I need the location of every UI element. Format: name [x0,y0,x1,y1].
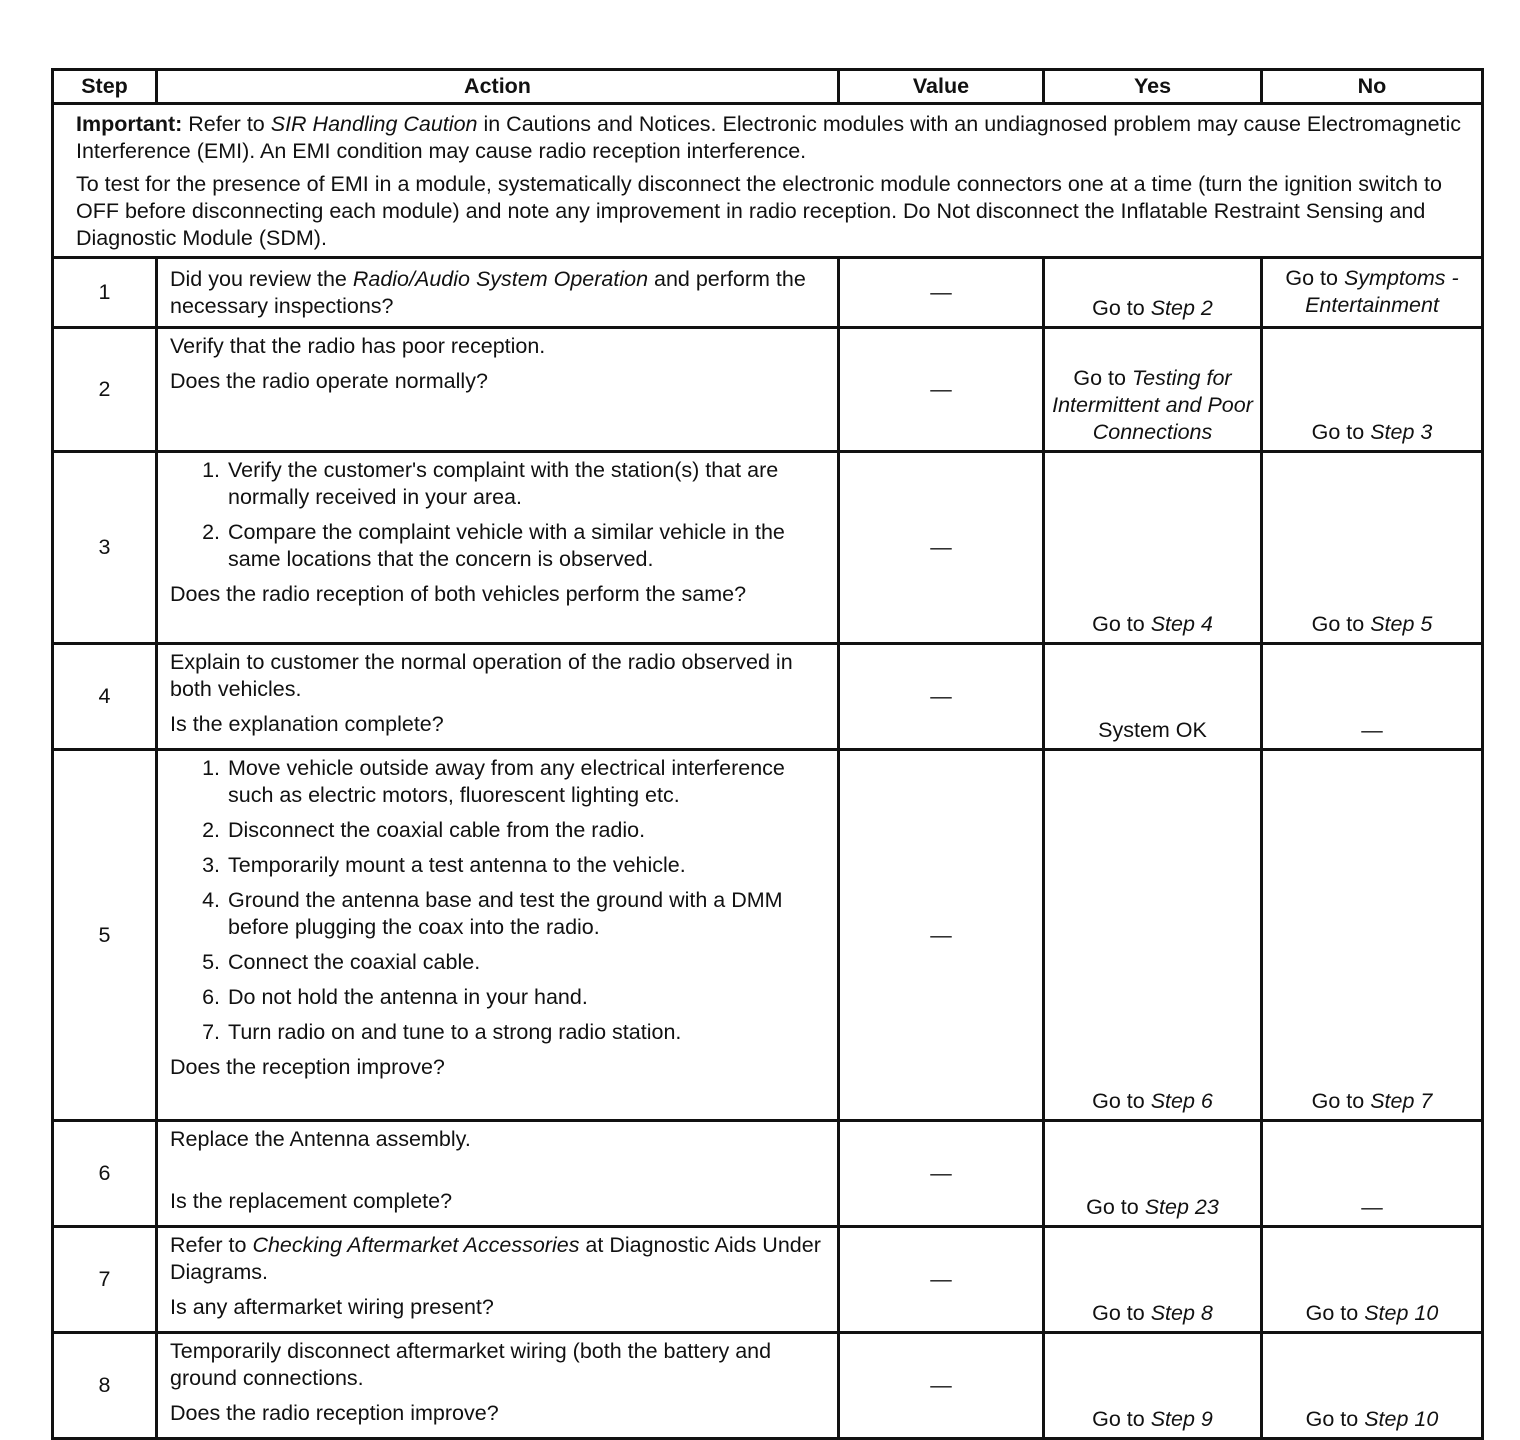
step-number: 5 [53,750,157,1121]
yes-cell [1044,1227,1262,1333]
action-text-a: Refer to [170,1233,253,1257]
step-number: 2 [53,328,157,452]
no-cell [1262,644,1483,750]
no-ref: Step 7 [1370,1089,1433,1113]
action-text-b: at Diagnostic Aids Under Diagrams. [170,1233,821,1284]
go-to-label: Go to [1305,1407,1365,1431]
important-note [53,104,1483,258]
value-dash: — [930,377,952,401]
yes-ref: Testing for Intermittent and Poor Connections [1052,366,1253,444]
go-to-label: Go to [1311,612,1371,636]
action-question: Is any aftermarket wiring present? [170,1295,494,1319]
step-number: 7 [53,1227,157,1333]
action-line [170,1232,827,1286]
yes-ref: Step 6 [1150,1089,1213,1113]
action-substep: 2. Disconnect the coaxial cable from the radio. [226,817,827,844]
table-row-step-2 [53,328,1483,452]
yes-cell [1044,1121,1262,1227]
header-step: Step [53,70,157,104]
yes-ref: Step 23 [1144,1195,1219,1219]
header-no: No [1262,70,1483,104]
yes-cell [1044,328,1262,452]
value-dash: — [930,1373,952,1397]
value-cell [839,1227,1044,1333]
action-cell [157,1227,839,1333]
action-substep: 7. Turn radio on and tune to a strong radio station. [226,1019,827,1046]
important-text-b: in Cautions and Notices. Electronic modules with an undiagnosed problem may cause Electromagnetic Interference (EMI). An EMI condition may cause radio reception interference. [76,112,1462,163]
go-to-label: Go to [1092,1089,1151,1113]
no-ref: Step 10 [1364,1407,1439,1431]
sir-handling-caution-ref: SIR Handling Caution [270,112,478,136]
value-cell [839,452,1044,644]
value-dash: — [930,1267,952,1291]
table-row-step-7 [53,1227,1483,1333]
important-row [53,104,1483,258]
no-cell [1262,1227,1483,1333]
yes-cell [1044,258,1262,328]
action-ref: Checking Aftermarket Accessories [252,1233,580,1257]
action-cell [157,1333,839,1439]
action-cell [157,452,839,644]
value-cell [839,1333,1044,1439]
action-question: Is the replacement complete? [170,1189,453,1213]
no-cell [1262,750,1483,1121]
go-to-label: Go to [1086,1195,1145,1219]
important-text-a: Refer to [182,112,271,136]
value-dash: — [930,922,952,947]
step-number: 6 [53,1121,157,1227]
value-dash: — [930,535,952,559]
no-cell [1262,1121,1483,1227]
action-substep: 6. Do not hold the antenna in your hand. [226,984,827,1011]
value-cell [839,1121,1044,1227]
important-paragraph-2: To test for the presence of EMI in a module, systematically disconnect the electronic module connectors one at a time (turn the ignition switch to OFF before disconnecting each module) and note any improvement in radio reception. Do Not disconnect the Inflatable Restraint Sensing and Diagnostic Module (SDM). [76,172,1442,250]
action-question: Is the explanation complete? [170,712,444,736]
action-substep: 4. Ground the antenna base and test the ground with a DMM before plugging the coax into the radio. [226,887,827,941]
important-paragraph-1 [76,111,1463,165]
go-to-label: Go to [1305,1301,1365,1325]
action-line: Temporarily disconnect aftermarket wiring (both the battery and ground connections. [170,1339,772,1390]
header-action: Action [157,70,839,104]
value-dash: — [930,280,952,304]
action-cell [157,644,839,750]
header-yes: Yes [1044,70,1262,104]
go-to-label: Go to [1092,1407,1151,1431]
action-line: Verify that the radio has poor reception. [170,334,546,358]
action-substep: 5. Connect the coaxial cable. [226,949,827,976]
value-cell [839,644,1044,750]
table-row-step-5 [53,750,1483,1121]
header-value: Value [839,70,1044,104]
step-number: 1 [53,258,157,328]
go-to-label: Go to [1092,296,1151,320]
table-row-step-6 [53,1121,1483,1227]
action-cell [157,328,839,452]
no-dash: — [1361,718,1383,742]
no-cell [1262,328,1483,452]
no-dash: — [1361,1195,1383,1219]
yes-result: System OK [1098,718,1207,742]
yes-cell [1044,452,1262,644]
action-cell [157,258,839,328]
no-ref: Step 3 [1370,420,1433,444]
value-cell [839,328,1044,452]
yes-cell [1044,644,1262,750]
no-ref: Step 10 [1364,1301,1439,1325]
yes-ref: Step 8 [1150,1301,1213,1325]
step-number: 4 [53,644,157,750]
action-substeps [170,457,827,573]
action-question: Does the radio reception of both vehicles perform the same? [170,582,747,606]
yes-cell [1044,750,1262,1121]
action-text-a: Did you review the [170,266,353,291]
action-text-b: and perform the necessary inspections? [170,266,806,318]
table-row-step-3 [53,452,1483,644]
action-line: Replace the Antenna assembly. [170,1127,471,1151]
action-ref: Radio/Audio System Operation [352,266,649,291]
yes-ref: Step 4 [1150,612,1213,636]
action-substeps [170,755,827,1046]
action-cell [157,750,839,1121]
action-substep: 2. Compare the complaint vehicle with a similar vehicle in the same locations that the concern is observed. [226,519,827,573]
value-dash: — [930,1161,952,1185]
go-to-label: Go to [1285,265,1344,290]
yes-ref: Step 2 [1150,296,1213,320]
no-cell [1262,1333,1483,1439]
go-to-label: Go to [1073,366,1132,390]
action-cell [157,1121,839,1227]
no-ref: Step 5 [1370,612,1433,636]
action-question: Does the reception improve? [170,1055,445,1079]
table-row-step-4 [53,644,1483,750]
action-substep: 1. Verify the customer's complaint with the station(s) that are normally received in your area. [226,457,827,511]
action-substep: 3. Temporarily mount a test antenna to the vehicle. [226,852,827,879]
action-line: Explain to customer the normal operation of the radio observed in both vehicles. [170,650,793,701]
no-cell [1262,452,1483,644]
table-row-step-1 [53,258,1483,328]
step-number: 3 [53,452,157,644]
diagnostic-table [51,68,1484,1440]
yes-ref: Step 9 [1150,1407,1213,1431]
header-row [53,70,1483,104]
value-cell [839,258,1044,328]
no-ref: Symptoms - Entertainment [1305,265,1459,317]
table-row-step-8 [53,1333,1483,1439]
action-question: Does the radio operate normally? [170,369,488,393]
value-dash: — [930,684,952,708]
value-cell [839,750,1044,1121]
no-cell [1262,258,1483,328]
go-to-label: Go to [1311,420,1371,444]
important-label: Important: [76,112,183,136]
action-substep: 1. Move vehicle outside away from any electrical interference such as electric motors, fluorescent lighting etc. [226,755,827,809]
go-to-label: Go to [1092,612,1151,636]
go-to-label: Go to [1092,1301,1151,1325]
go-to-label: Go to [1311,1089,1371,1113]
step-number: 8 [53,1333,157,1439]
action-question: Does the radio reception improve? [170,1401,499,1425]
yes-cell [1044,1333,1262,1439]
